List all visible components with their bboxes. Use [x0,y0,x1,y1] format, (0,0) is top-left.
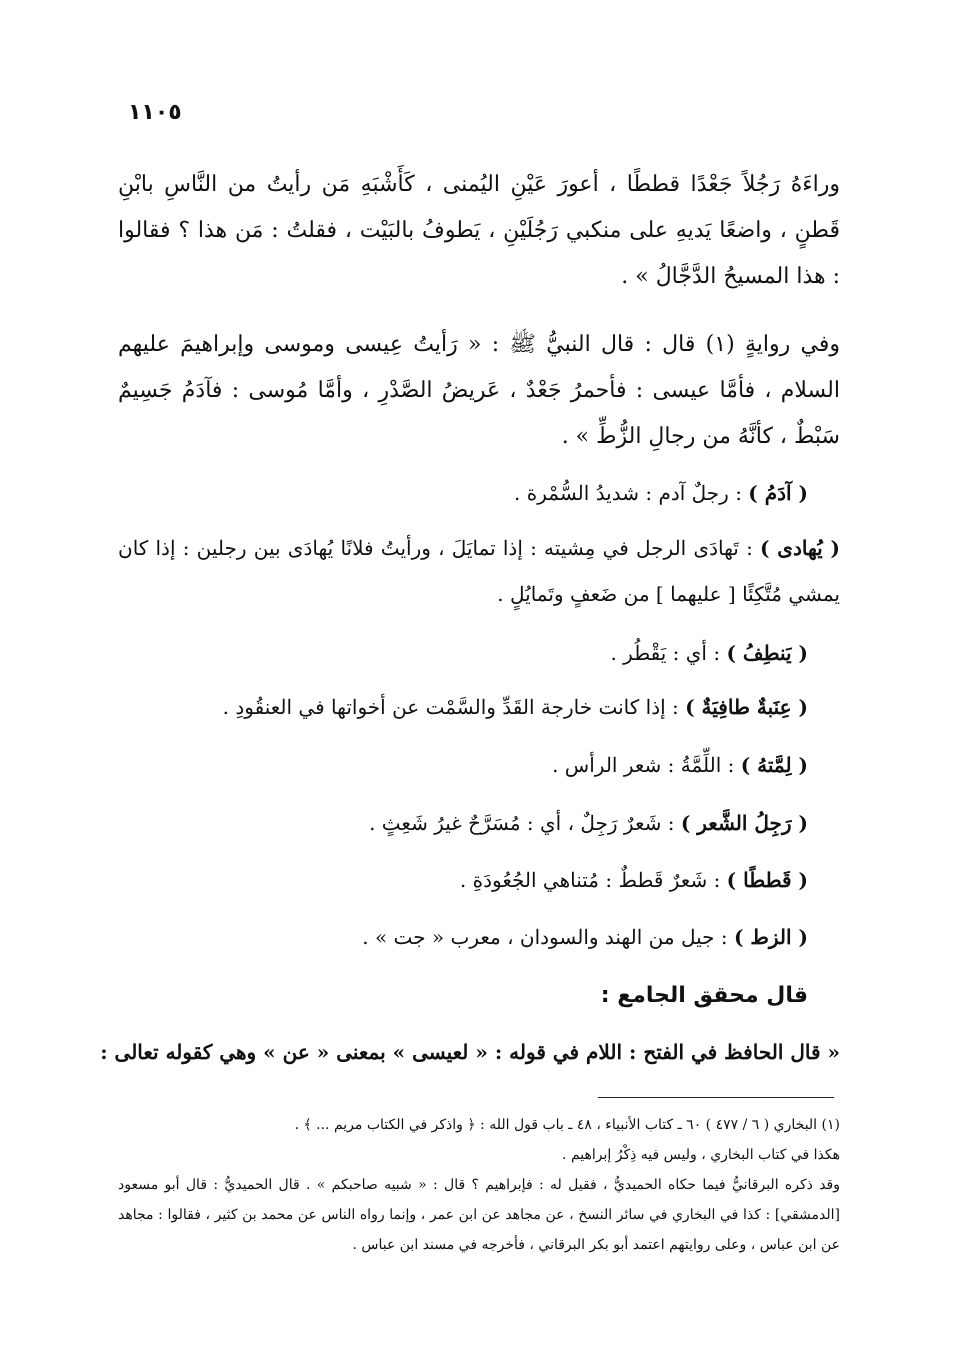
glossary-entry-inaba [118,684,808,730]
glossary-definition: : تَهادَى الرجل في مِشيته : إذا تمايَلَ ، ورأيتُ فلانًا يُهادَى بين رجلين : إذا كان يمشي مُتَّكِئًا [ عليهما ] من ضَعفٍ وتَمايُلٍ . [118,536,840,606]
glossary-term: ( يُهادى ) [760,536,840,560]
glossary-definition: : اللِّمَّةُ : شعر الرأس . [552,753,741,777]
glossary-entry-rajil [118,800,808,846]
glossary-term: ( الزط ) [733,925,808,949]
page-number: ١١٠٥ [128,100,182,125]
paragraph-1-text: وراءَهُ رَجُلاً جَعْدًا قططًا ، أعورَ عَيْنِ اليُمنى ، كَأَشْبَهِ مَن رأيتُ من النَّاسِ بابْنِ قَطنٍ ، واضعًا يَديهِ على منكبي رَجُلَيْنِ ، يَطوفُ بالبَيْت ، فقلتُ : مَن هذا ؟ فقالوا : هذا المسيحُ الدَّجَّالُ » . [118,172,840,289]
glossary-term: ( آدَمُ ) [748,481,808,505]
glossary-term: ( قَططًا ) [726,868,808,892]
footnote-divider [598,1097,834,1098]
paragraph-2 [118,322,840,460]
section-heading: قال محقق الجامع : [600,983,808,1008]
glossary-definition: : جيل من الهند والسودان ، معرب « جت » . [362,925,734,949]
paragraph-2-text: وفي روايةٍ (١) قال : قال النبيُّ ﷺ : « رَأيتُ عِيسى وموسى وإبراهيمَ عليهم السلام ، فأمَّا عيسى : فأحمرُ جَعْدٌ ، عَريضُ الصَّدْرِ ، وأمَّا مُوسى : فآدَمُ جَسِيمٌ سَبْطٌ ، كأنَّهُ من رجالِ الزُّطِّ » . [118,332,841,449]
glossary-entry-qatat [118,857,808,903]
glossary-entry-limmatuh [118,742,808,788]
footnote-line-2: هكذا في كتاب البخاري ، وليس فيه ذِكْرُ إبراهيم . [562,1147,840,1163]
paragraph-1 [118,162,840,300]
glossary-definition: : شَعرٌ رَجِلٌ ، أي : مُسَرَّحٌ غيرُ شَعِثٍ . [369,811,681,835]
glossary-term: ( لِمَّتهُ ) [740,753,808,777]
glossary-definition: : أي : يَقْطُر . [610,641,727,665]
glossary-term: ( يَنطِفُ ) [726,641,808,665]
footnotes [118,1110,840,1260]
glossary-entry-adam [118,470,808,516]
quote-line: « قال الحافظ في الفتح : اللام في قوله : « لعيسى » بمعنى « عن » وهي كقوله تعالى : [100,1040,840,1064]
glossary-definition: : شَعرٌ قَططٌ : مُتناهي الجُعُودَةِ . [459,868,727,892]
glossary-term: ( رَجِلُ الشَّعر ) [680,811,808,835]
glossary-term: ( عِنَبةٌ طافِيَةٌ ) [685,695,808,719]
glossary-definition: : إذا كانت خارجة القَدِّ والسَّمْت عن أخواتها في العنقُودِ . [222,695,686,719]
glossary-entry-yantif [118,630,808,676]
glossary-entry-yuhada [118,525,840,617]
footnote-line-3: وقد ذكره البرقانيُّ فيما حكاه الحميديُّ ، فقيل له : فإبراهيم ؟ قال : « شبيه صاحبكم » . قال الحميديُّ : قال أبو مسعود [الدمشقي] : كذا في البخاري في سائر النسخ ، عن مجاهد عن ابن عمر ، وإنما رواه الناس عن محمد بن كثير ، فقالوا : مجاهد عن ابن عباس ، وعلى روايتهم اعتمد أبو بكر البرقاني ، فأخرجه في مسند ابن عباس . [118,1177,840,1253]
glossary-entry-zutt [118,914,808,960]
glossary-definition: : رجلٌ آدم : شديدُ السُّمْرة . [514,481,749,505]
footnote-1: (١) البخاري ( ٦ / ٤٧٧ ) ٦٠ ـ كتاب الأنبياء ، ٤٨ ـ باب قول الله : ﴿ واذكر في الكتاب مريم ... ﴾ . [294,1117,840,1133]
